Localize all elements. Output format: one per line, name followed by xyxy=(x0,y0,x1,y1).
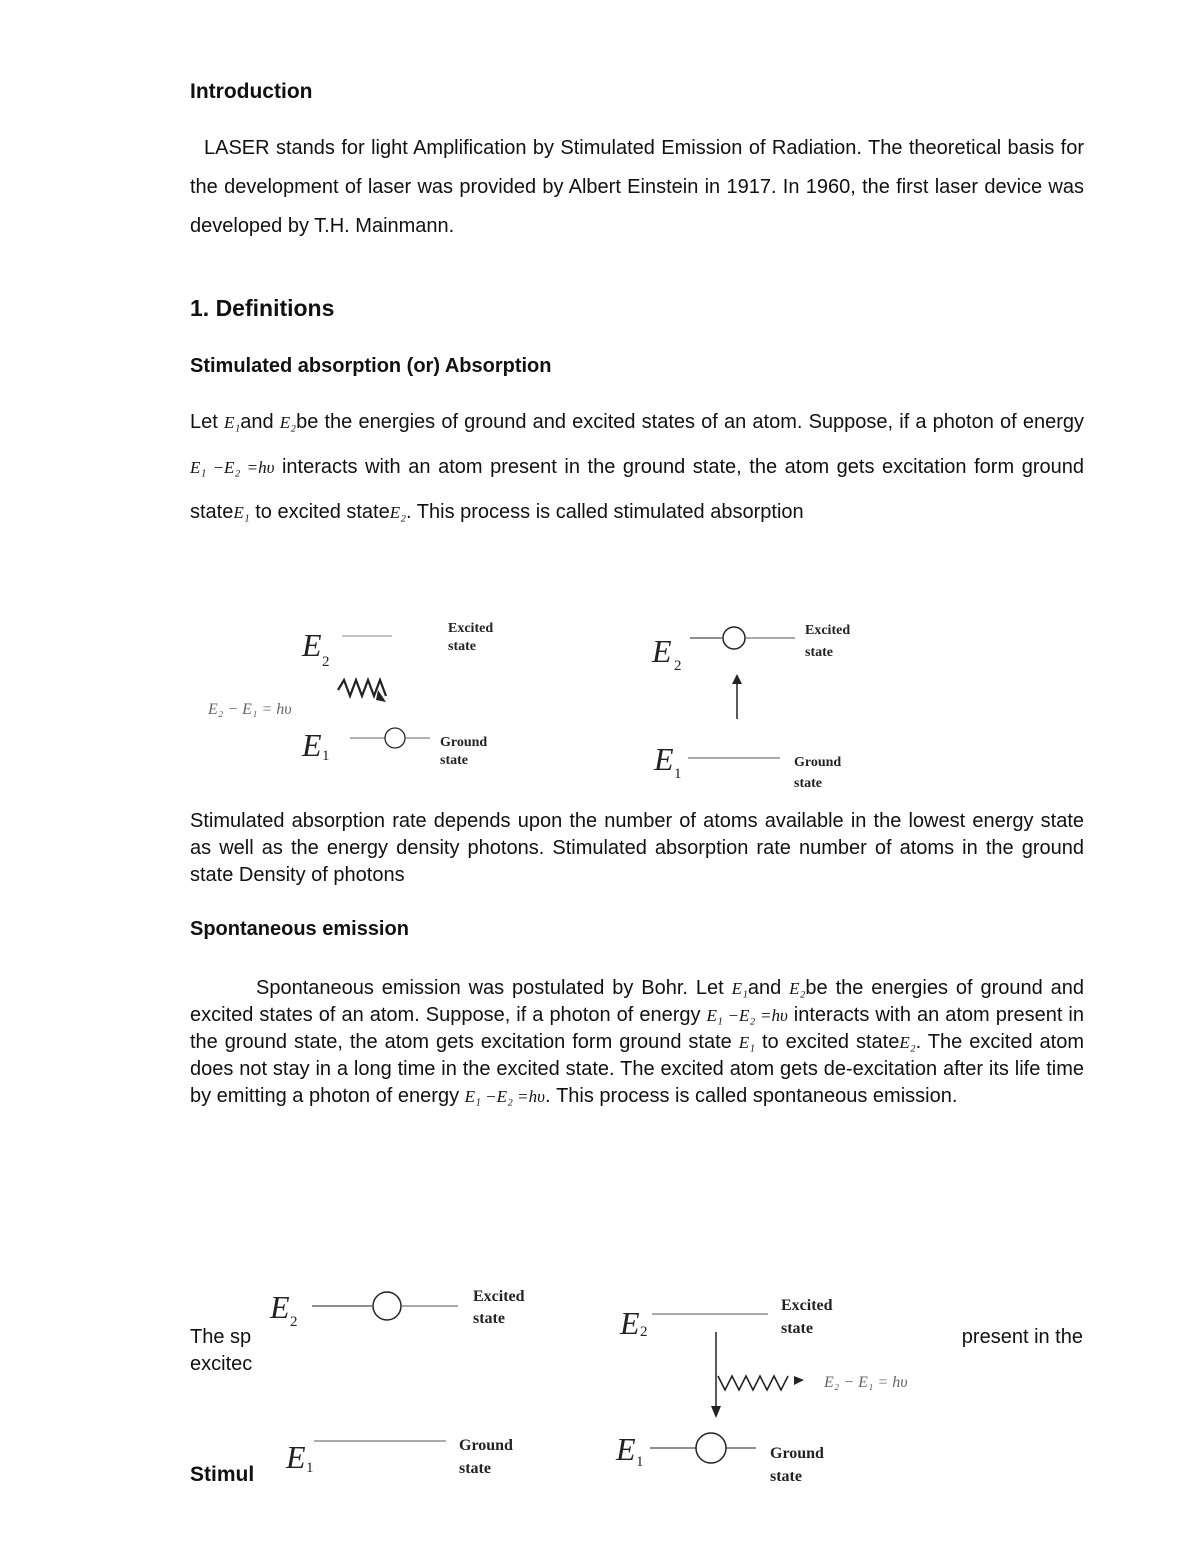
svg-text:E: E xyxy=(616,1431,636,1467)
svg-text:state: state xyxy=(781,1320,813,1337)
symbol-e2: E₂ xyxy=(279,413,297,432)
ground-atom xyxy=(385,728,405,748)
svg-text:Ground: Ground xyxy=(794,755,842,770)
intro-heading: Introduction xyxy=(190,80,313,103)
svg-text:1: 1 xyxy=(322,748,330,764)
svg-text:1: 1 xyxy=(674,766,682,782)
excited-state-label: Excited xyxy=(448,621,494,636)
svg-text:2: 2 xyxy=(290,1314,298,1330)
occluded-heading-stimulated: Stimul xyxy=(190,1463,255,1486)
e1-symbol: E xyxy=(302,727,322,763)
svg-text:state: state xyxy=(440,753,468,768)
photon-energy-label: E₂ − E₁ = hυ xyxy=(208,701,292,718)
occluded-text-left: The sp excitec xyxy=(190,1326,253,1375)
svg-text:state: state xyxy=(448,639,476,654)
spontaneous-diagram-after xyxy=(610,1290,935,1490)
svg-text:2: 2 xyxy=(322,654,330,670)
spontaneous-heading: Spontaneous emission xyxy=(190,918,409,940)
definitions-heading: 1. Definitions xyxy=(190,295,335,321)
svg-text:state: state xyxy=(459,1460,491,1477)
energy-level-e1 xyxy=(301,727,430,764)
energy-level-e2 xyxy=(301,627,392,670)
svg-text:Ground: Ground xyxy=(459,1437,513,1454)
svg-text:Excited: Excited xyxy=(781,1297,833,1314)
svg-text:2: 2 xyxy=(674,658,682,674)
svg-text:state: state xyxy=(473,1310,505,1327)
svg-text:state: state xyxy=(794,776,822,791)
svg-text:1: 1 xyxy=(306,1460,314,1476)
emitted-photon-energy-label: E₂ − E₁ = hυ xyxy=(824,1374,908,1391)
absorption-heading: Stimulated absorption (or) Absorption xyxy=(190,355,552,377)
absorption-diagram-before xyxy=(200,610,520,780)
svg-text:E: E xyxy=(270,1289,290,1325)
occluded-text-right: present in the xyxy=(961,1326,1083,1348)
svg-text:state: state xyxy=(770,1468,802,1485)
svg-text:E: E xyxy=(286,1439,306,1475)
svg-text:E: E xyxy=(652,633,672,669)
ground-atom-emit xyxy=(696,1433,726,1463)
excited-atom xyxy=(723,627,745,649)
photon-energy-equation: E₁ −E₂ =hυ xyxy=(190,458,275,477)
svg-text:2: 2 xyxy=(640,1324,648,1340)
svg-text:1: 1 xyxy=(636,1454,644,1470)
svg-text:state: state xyxy=(805,645,833,660)
svg-text:Excited: Excited xyxy=(473,1288,525,1305)
svg-text:E: E xyxy=(620,1305,640,1341)
absorption-paragraph: Let E₁and E₂be the energies of ground and excited states of an atom. Suppose, if a photon of energy E₁ −E₂ =hυ interacts with an atom present in the ground state, the atom gets excitation form ground stateE₁ to excited stateE₂. This process is called stimulated absorption xyxy=(190,411,1085,523)
intro-paragraph: LASER stands for light Amplification by Stimulated Emission of Radiation. The theoretical basis for the development of laser was provided by Albert Einstein in 1917. In 1960, the first laser device was developed by T.H. Mainmann. xyxy=(190,137,1084,237)
e2-symbol: E xyxy=(302,627,322,663)
svg-text:Ground: Ground xyxy=(770,1445,824,1462)
ground-state-label: Ground xyxy=(440,735,488,750)
absorption-rate-paragraph: Stimulated absorption rate depends upon the number of atoms available in the lowest energy state as well as the energy density photons. Stimulated absorption rate number of atoms in the ground state Density of photons xyxy=(190,810,1084,886)
absorption-diagram-after xyxy=(650,612,880,792)
svg-text:Excited: Excited xyxy=(805,623,851,638)
spontaneous-paragraph: Spontaneous emission was postulated by Bohr. Let E₁and E₂be the energies of ground and excited states of an atom. Suppose, if a photon of energy E₁ −E₂ =hυ interacts with an atom present in the ground state, the atom gets excitation form ground state E₁ to excited stateE₂. The excited atom does not stay in a long time in the excited state. The excited atom gets de-excitation after its life time by emitting a photon of energy E₁ −E₂ =hυ. This process is called spontaneous emission. xyxy=(190,977,1085,1107)
excited-atom-spont xyxy=(373,1292,401,1320)
symbol-e1: E₁ xyxy=(223,413,241,432)
spontaneous-diagram-before xyxy=(262,1280,552,1480)
svg-text:E: E xyxy=(654,741,674,777)
energy-level-e2-after xyxy=(651,627,795,674)
energy-level-e1-after xyxy=(653,741,780,782)
